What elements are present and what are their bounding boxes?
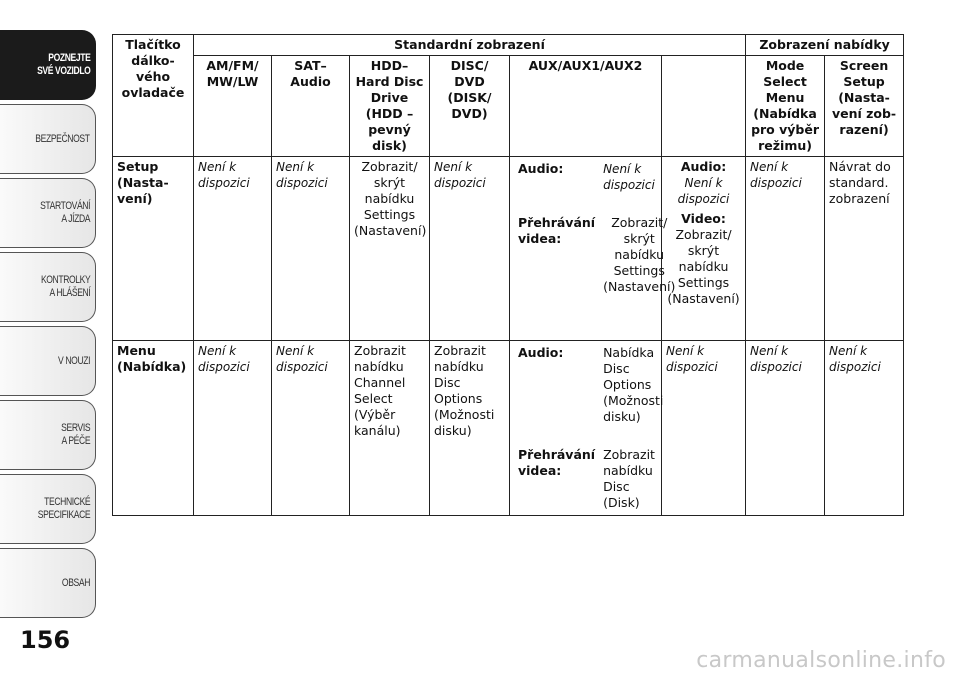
setup-aux-audio-label: Audio: (518, 161, 564, 176)
header-row-1 (113, 35, 904, 56)
header-standard-display: Standardní zobrazení (194, 35, 746, 56)
menu-aux2-na: Není k dispozici (662, 341, 746, 516)
tab-poznejte-sve-vozidlo[interactable]: POZNEJTE SVÉ VOZIDLO (0, 30, 96, 100)
menu-amfm-na: Není k dispozici (194, 341, 272, 516)
watermark: carmanualsonline.info (696, 648, 946, 673)
table-row-menu (113, 341, 904, 516)
tab-startovani-a-jizda[interactable]: STARTOVÁNÍ A JÍZDA (0, 178, 96, 248)
header-aux-empty (662, 56, 746, 157)
menu-hdd-value: Zobrazit nabídku Channel Select (Výběr kanálu) (350, 341, 430, 516)
tab-servis-a-pece[interactable]: SERVIS A PÉČE (0, 400, 96, 470)
setup-disc-na: Není k dispozici (430, 157, 510, 341)
tab-kontrolky-a-hlaseni[interactable]: KONTROLKY A HLÁŠENÍ (0, 252, 96, 322)
header-disc: DISC/ DVD (DISK/ DVD) (430, 56, 510, 157)
header-row-2 (113, 56, 904, 157)
setup-aux2-audio-label: Audio: (680, 159, 727, 174)
setup-aux2-cell (662, 157, 746, 341)
page-number: 156 (20, 626, 71, 654)
header-remote-button: Tlačítko dálko-vého ovladače (113, 35, 194, 157)
row-label-setup: Setup (Nasta-vení) (113, 157, 194, 341)
setup-aux-audio-na: Není k dispozici (603, 162, 655, 192)
header-sat: SAT– Audio (272, 56, 350, 157)
menu-mode-na: Není k dispozici (746, 341, 825, 516)
header-menu-display: Zobrazení nabídky (746, 35, 904, 56)
menu-aux-video-label: Přehrávání videa: (518, 447, 596, 478)
header-aux: AUX/AUX1/AUX2 (510, 56, 662, 157)
header-amfm: AM/FM/ MW/LW (194, 56, 272, 157)
row-label-menu: Menu (Nabídka) (113, 341, 194, 516)
setup-sat-na: Není k dispozici (272, 157, 350, 341)
menu-sat-na: Není k dispozici (272, 341, 350, 516)
setup-aux2-video-value: Zobrazit/ skrýt nabídku Settings (Nastavení) (667, 227, 740, 306)
setup-aux-video-value: Zobrazit/ skrýt nabídku Settings (Nastavení) (603, 215, 676, 294)
tab-obsah[interactable]: OBSAH (0, 548, 96, 618)
tab-bezpecnost[interactable]: BEZPEČNOST (0, 104, 96, 174)
tab-technicke-specifikace[interactable]: TECHNICKÉ SPECIFIKACE (0, 474, 96, 544)
remote-control-table (112, 34, 904, 516)
setup-amfm-na: Není k dispozici (194, 157, 272, 341)
setup-aux2-audio-na: Není k dispozici (677, 176, 730, 206)
header-hdd: HDD– Hard Disc Drive (HDD – pevný disk) (350, 56, 430, 157)
menu-aux-audio-label: Audio: (518, 345, 564, 360)
menu-disc-value: Zobrazit nabídku Disc Options (Možnosti disku) (430, 341, 510, 516)
setup-aux2-video-label: Video: (681, 211, 726, 226)
menu-aux-audio-value: Nabídka Disc Options (Možnosti disku) (603, 345, 664, 424)
header-mode-select: Mode Select Menu (Nabídka pro výběr režimu) (746, 56, 825, 157)
header-screen-setup: Screen Setup (Nasta-vení zob-razení) (825, 56, 904, 157)
setup-mode-na: Není k dispozici (746, 157, 825, 341)
tab-v-nouzi[interactable]: V NOUZI (0, 326, 96, 396)
setup-hdd-value: Zobrazit/ skrýt nabídku Settings (Nastavení) (350, 157, 430, 341)
menu-aux-video-value: Zobrazit nabídku Disc (Disk) (603, 447, 655, 510)
setup-aux-cell (510, 157, 676, 341)
setup-aux-video-label: Přehrávání videa: (518, 215, 596, 246)
menu-screen-na: Není k dispozici (825, 341, 904, 516)
setup-screen-value: Návrat do standard. zobrazení (825, 157, 904, 341)
table-row-setup (113, 157, 904, 341)
menu-aux-cell (510, 341, 662, 516)
